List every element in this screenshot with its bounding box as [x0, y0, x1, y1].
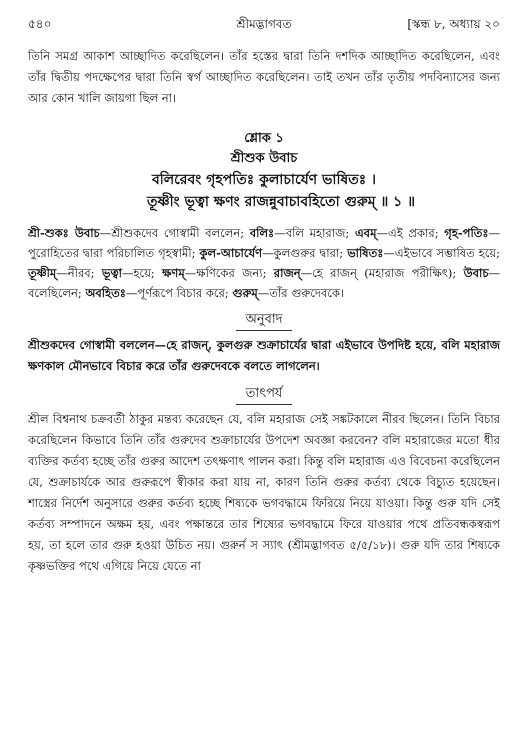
synonym-term: উবাচ: [463, 266, 489, 280]
synonym-meaning: পূর্ণরূপে বিচার করে;: [137, 286, 229, 300]
translation-text: শ্রীশুকদেব গোস্বামী বললেন—হে রাজন্, কুলগুরু শুক্রাচার্যের দ্বারা এইভাবে উপদিষ্ট হয়ে, বলি মহারাজ ক্ষণকাল মৌনভাবে বিচার করে তাঁর গুরুদেবকে বলতে লাগলেন।: [28, 338, 500, 373]
synonym-meaning: ক্ষণিকের জন্য;: [196, 266, 267, 280]
synonym-meaning: বলেছিলেন;: [28, 286, 82, 300]
intro-paragraph: তিনি সমগ্র আকাশ আচ্ছাদিত করেছিলেন। তাঁর হস্তের দ্বারা তিনি দশদিক আচ্ছাদিত করেছিলেন, এবং তাঁর দ্বিতীয় পদক্ষেপের দ্বারা তিনি স্বর্গ আচ্ছাদিত করেছিলেন। তাই তখন তাঁর তৃতীয় পদবিন্যাসের জন্য আর কোন খালি জায়গা ছিল না।: [28, 49, 500, 105]
synonym-term: রাজন্: [273, 266, 301, 280]
synonym-meaning: হে রাজন্ (মহারাজ পরীক্ষিৎ);: [312, 266, 457, 280]
page-number: ৫৪০: [28, 17, 52, 31]
synonym-meaning: এইভাবে সম্ভাষিত হয়ে;: [394, 246, 500, 260]
synonym-term: বলিঃ: [249, 226, 275, 240]
book-page: [28, 16, 500, 577]
verse-line-2: তূষ্ণীং ভূত্বা ক্ষণং রাজন্নুবাচাবহিতো গুরুম্ ॥ ১ ॥: [146, 194, 416, 210]
synonym-meaning: হয়ে;: [133, 266, 155, 280]
synonym-term: শ্রী-শুকঃ উবাচ: [28, 226, 100, 240]
book-title: শ্রীমদ্ভাগবত: [236, 17, 292, 31]
synonym-meaning: এই প্রকার;: [387, 226, 439, 240]
synonym-meaning: বলি মহারাজ;: [285, 226, 350, 240]
synonym-meaning: শ্রীশুকদেব গোস্বামী বললেন;: [111, 226, 245, 240]
synonyms-paragraph: শ্রী-শুকঃ উবাচ—শ্রীশুকদেব গোস্বামী বললেন; বলিঃ—বলি মহারাজ; এবম্—এই প্রকার; গৃহ-পতিঃ—পুরোহিতের দ্বারা পরিচালিত গৃহস্বামী; কুল-আচার্যেণ—কুলগুরুর দ্বারা; ভাষিতঃ—এইভাবে সম্ভাষিত হয়ে; তূষ্ণীম্—নীরব; ভূত্বা—হয়ে; ক্ষণম্—ক্ষণিকের জন্য; রাজন্—হে রাজন্ (মহারাজ পরীক্ষিৎ); উবাচ—বলেছিলেন; অবহিতঃ—পূর্ণরূপে বিচার করে; গুরুম্—তাঁর গুরুদেবকে।: [28, 226, 501, 300]
translation-heading: অনুবাদ: [28, 311, 500, 331]
synonym-term: ক্ষণম্: [162, 266, 185, 280]
shloka-number: শ্লোক ১: [244, 131, 284, 146]
synonym-meaning: কুলগুরুর দ্বারা;: [273, 246, 344, 260]
synonym-term: অবহিতঃ: [85, 286, 126, 300]
synonym-term: গৃহ-পতিঃ: [444, 226, 489, 240]
synonym-meaning: পুরোহিতের দ্বারা পরিচালিত গৃহস্বামী;: [28, 246, 196, 260]
synonym-term: ভূত্বা: [101, 266, 122, 280]
synonym-term: তূষ্ণীম্: [28, 266, 57, 280]
synonym-meaning: নীরব;: [67, 266, 95, 280]
synonym-term: কুল-আচার্যেণ: [199, 246, 263, 260]
verse-line-1: বলিরেবং গৃহপতিঃ কুলাচার্যেণ ভাষিতঃ ।: [151, 172, 377, 188]
synonym-term: এবম্: [354, 226, 377, 240]
page-header: [28, 16, 500, 38]
synonym-meaning: তাঁর গুরুদেবকে।: [269, 286, 345, 300]
purport-text: শ্রীল বিশ্বনাথ চক্রবর্তী ঠাকুর মন্তব্য করেছেন যে, বলি মহারাজ সেই সঙ্কটকালে নীরব ছিলেন। তিনি বিচার করেছিলেন কিভাবে তিনি তাঁর গুরুদেব শুক্রাচার্যের উপদেশ অবজ্ঞা করবেন? বলি মহারাজের মতো ধীর ব্যক্তির কর্তব্য হচ্ছে তাঁর গুরুর আদেশ তৎক্ষণাৎ পালন করা। কিন্তু বলি মহারাজ এও বিবেচনা করেছিলেন যে, শুক্রাচার্যকে আর গুরুরূপে স্বীকার করা যায় না, কারণ তিনি গুরুর কর্তব্য থেকে বিচ্যুত হয়েছেন। শাস্ত্রের নির্দেশ অনুসারে গুরুর কর্তব্য হচ্ছে শিষ্যকে ভগবদ্ধামে ফিরিয়ে নিয়ে যাওয়া। কিন্তু গুরু যদি সেই কর্তব্য সম্পাদনে অক্ষম হয়, এবং পক্ষান্তরে তার শিষ্যের ভগবদ্ধামে ফিরে যাওয়ার পথে প্রতিবন্ধকস্বরূপ হয়, তা হলে তার গুরু হওয়া উচিত নয়। গুরুর্ন স স্যাৎ (শ্রীমদ্ভাগবত ৫/৫/১৮)। গুরু যদি তার শিষ্যকে কৃষ্ণভক্তির পথে এগিয়ে নিয়ে যেতে না: [28, 412, 500, 573]
shloka-speaker: শ্রীশুক উবাচ: [230, 151, 298, 166]
synonym-term: ভাষিতঃ: [347, 246, 384, 260]
synonym-term: গুরুম্: [232, 286, 258, 300]
chapter-reference: [স্কন্ধ ৮, অধ্যায় ২০: [407, 17, 500, 31]
purport-heading: তাৎপর্য: [28, 385, 500, 405]
